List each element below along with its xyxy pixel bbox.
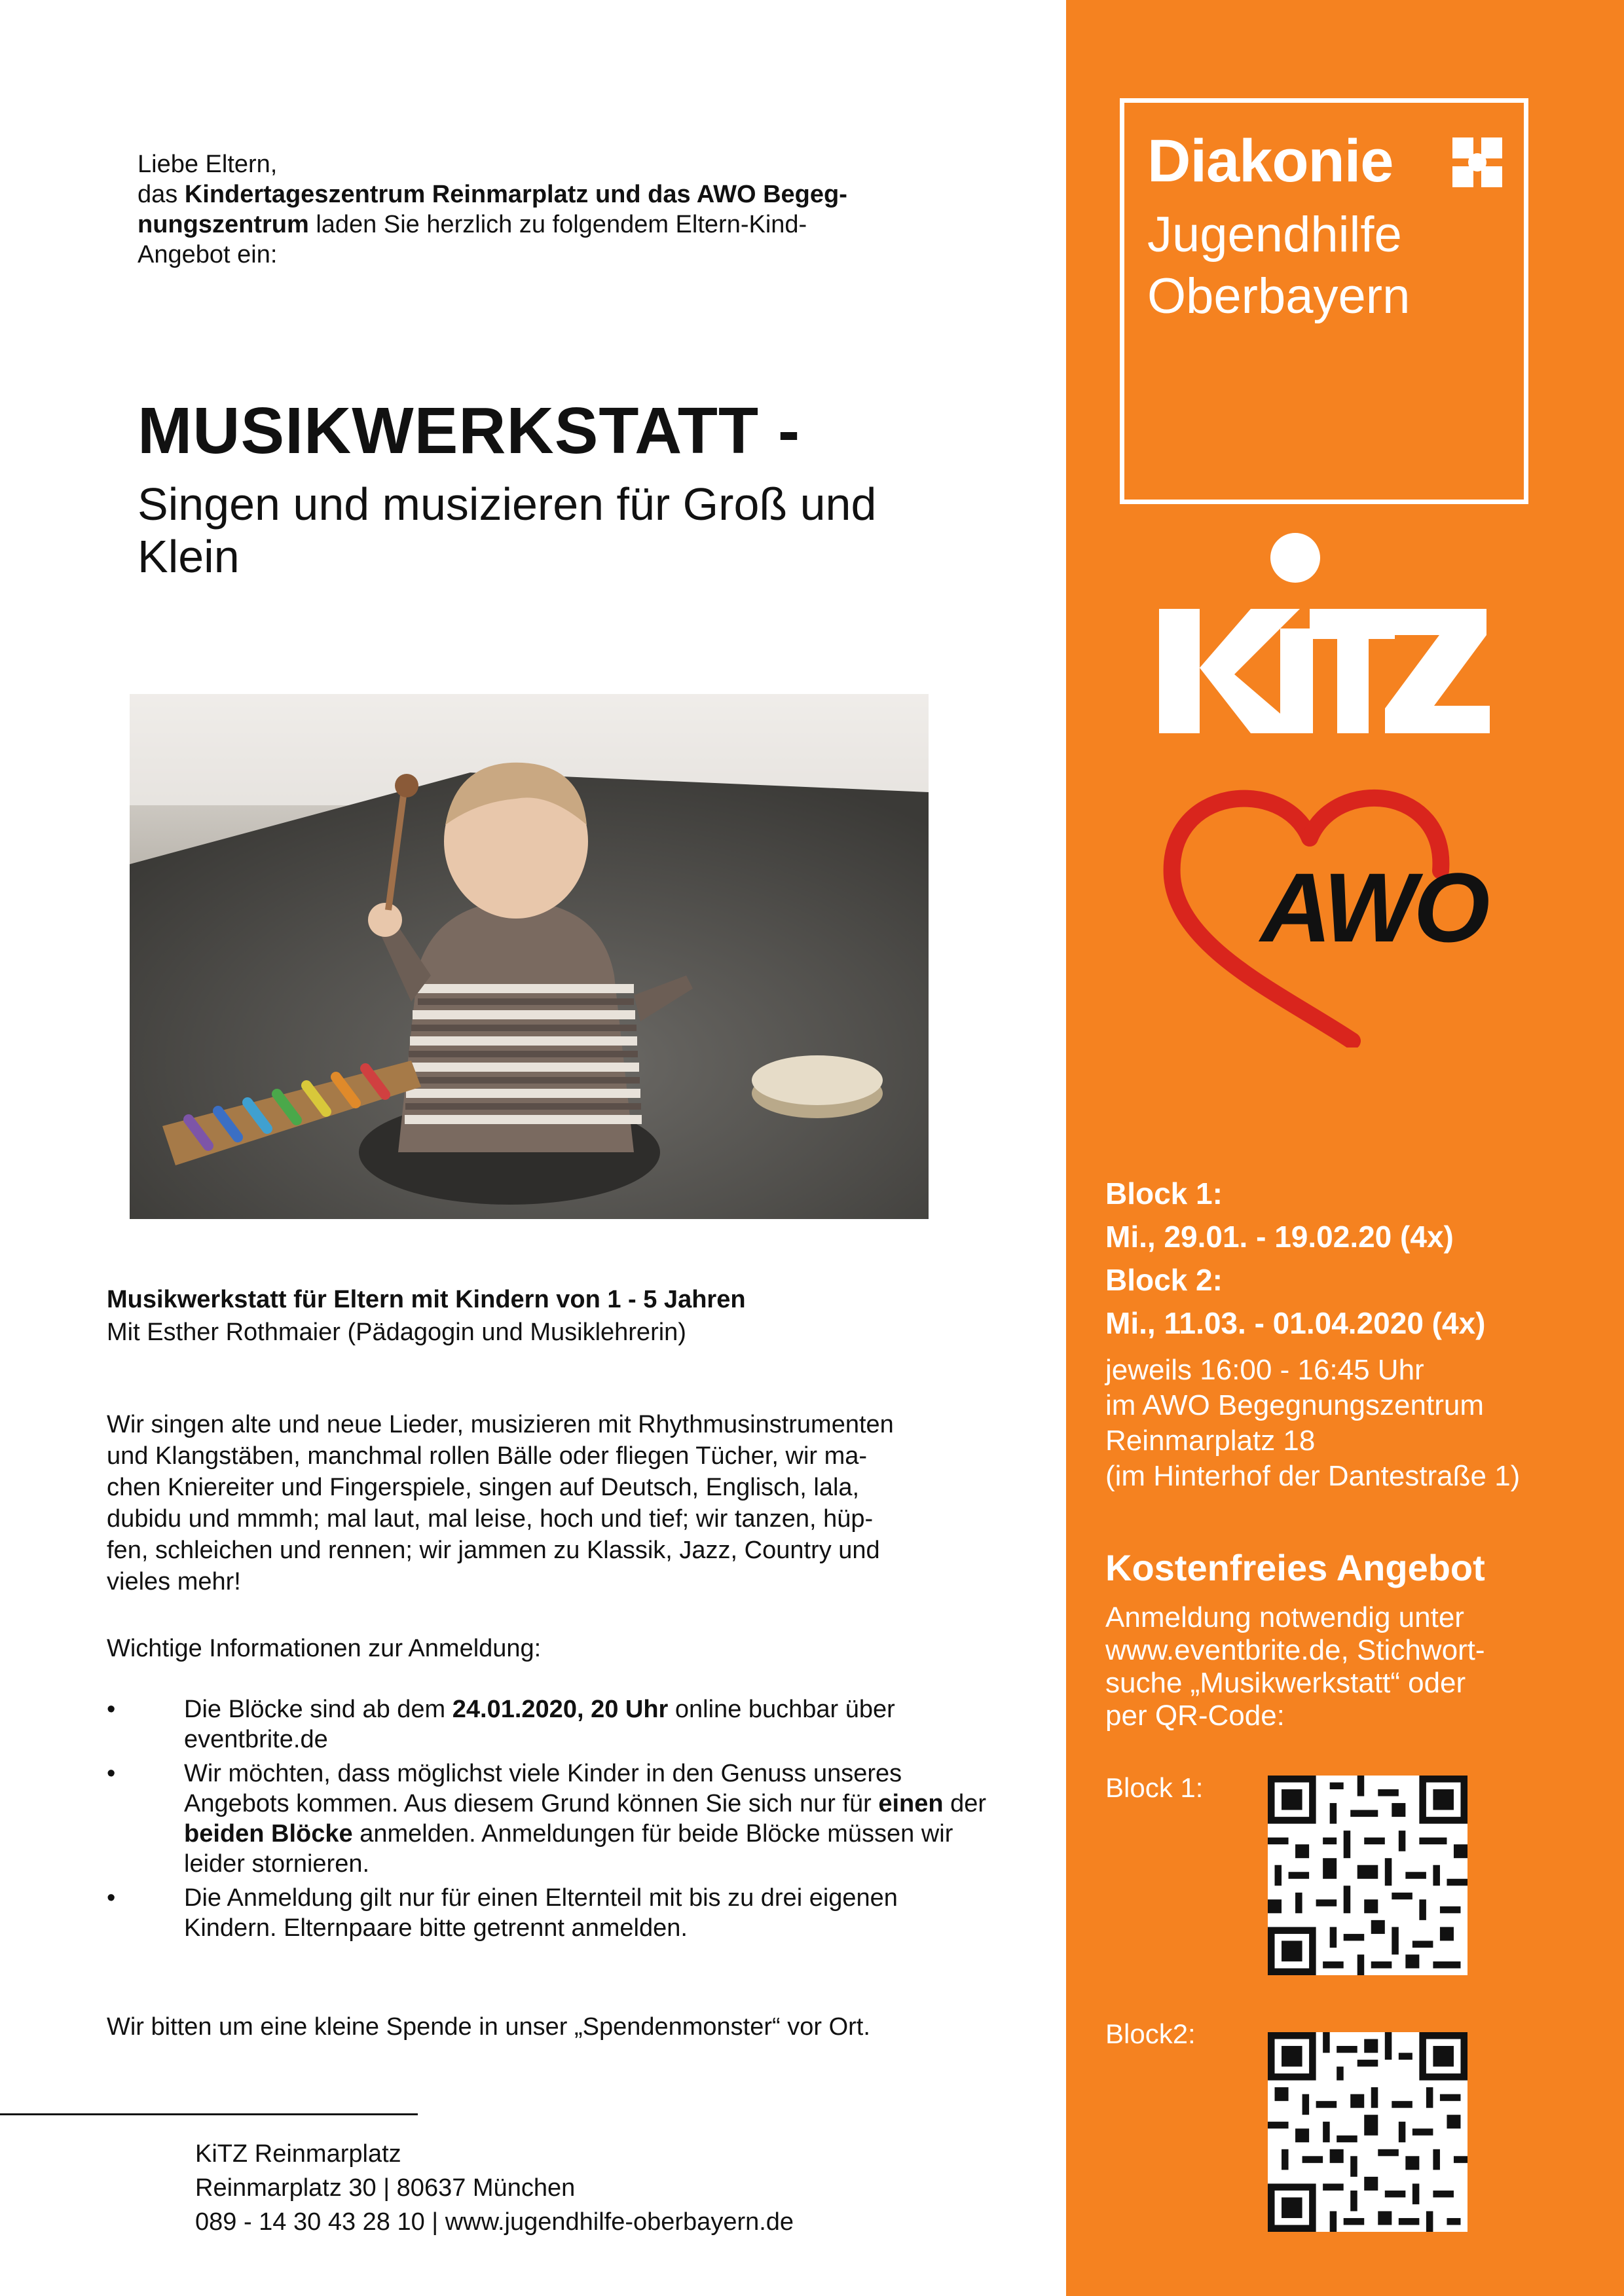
- footer-divider: [0, 2113, 418, 2115]
- footer-address: [195, 2137, 981, 2239]
- footer-contact: 089 - 14 30 43 28 10 | www.jugendhilfe-oberbayern.de: [195, 2208, 794, 2236]
- list-item: • Die Anmeldung gilt nur für einen Elternteil mit bis zu drei eigenen Kindern. Elternpaare bitte getrennt anmelden.: [107, 1884, 898, 1942]
- block2-label: Block 2:: [1105, 1263, 1223, 1297]
- bullet-icon: •: [107, 1884, 116, 1912]
- offer-lead: Musikwerkstatt für Eltern mit Kindern von 1 - 5 Jahren: [107, 1286, 746, 1313]
- bullet-icon: •: [107, 1696, 116, 1723]
- block1-dates: Mi., 29.01. - 19.02.20 (4x): [1105, 1220, 1454, 1254]
- block1-label: Block 1:: [1105, 1176, 1223, 1211]
- diakonie-logo-line2: Oberbayern: [1147, 268, 1411, 324]
- awo-logo-text: AWO: [1261, 852, 1488, 962]
- schedule-street: Reinmarplatz 18: [1105, 1425, 1316, 1457]
- page-subtitle: Singen und musizieren für Groß und Klein: [138, 479, 877, 582]
- greeting-line1: Liebe Eltern,: [138, 151, 278, 178]
- footer-name: KiTZ Reinmarplatz: [195, 2140, 401, 2168]
- baby-music-photo: [130, 694, 929, 1219]
- greeting-line2: das Kindertageszentrum Reinmarplatz und das AWO Begeg-: [138, 181, 847, 208]
- qr2-label: Block2:: [1105, 2018, 1196, 2049]
- footer-street: Reinmarplatz 30 | 80637 München: [195, 2174, 576, 2202]
- qr1-label: Block 1:: [1105, 1772, 1204, 1803]
- offer-teacher: Mit Esther Rothmaier (Pädagogin und Musiklehrerin): [107, 1319, 686, 1346]
- schedule-place: im AWO Begegnungszentrum: [1105, 1389, 1484, 1421]
- greeting-host-bold: Kindertageszentrum Reinmarplatz und das AWO Begeg-: [184, 181, 847, 208]
- qr-code-icon: [1268, 2032, 1467, 2232]
- list-item: • Die Blöcke sind ab dem 24.01.2020, 20 Uhr online buchbar über eventbrite.de: [107, 1696, 895, 1753]
- greeting-line4: Angebot ein:: [138, 241, 278, 268]
- greeting-line3: nungszentrum laden Sie herzlich zu folgendem Eltern-Kind-: [138, 211, 807, 238]
- donation-note: Wir bitten um eine kleine Spende in unser „Spendenmonster“ vor Ort.: [107, 2013, 870, 2041]
- page-title: MUSIKWERKSTATT -: [138, 394, 801, 467]
- diakonie-cross-icon: [1452, 137, 1502, 187]
- schedule-time: jeweils 16:00 - 16:45 Uhr: [1105, 1354, 1424, 1386]
- free-offer-title: Kostenfreies Angebot: [1105, 1547, 1485, 1588]
- bullet-icon: •: [107, 1760, 116, 1787]
- qr-code-icon: [1268, 1776, 1467, 1975]
- block2-dates: Mi., 11.03. - 01.04.2020 (4x): [1105, 1306, 1486, 1340]
- registration-instructions: Anmeldung notwendig unter www.eventbrite.de, Stichwort- suche „Musikwerkstatt“ oder per QR-Code:: [1105, 1601, 1485, 1732]
- offer-intro: [107, 1283, 984, 1349]
- qr-code-block2[interactable]: [1268, 2032, 1467, 2232]
- schedule-note: (im Hinterhof der Dantestraße 1): [1105, 1460, 1521, 1492]
- qr-code-block1[interactable]: [1268, 1776, 1467, 1975]
- registration-info-list: [107, 1694, 997, 1947]
- greeting: [138, 149, 923, 270]
- registration-info-title: Wichtige Informationen zur Anmeldung:: [107, 1635, 542, 1662]
- diakonie-logo-line1: Jugendhilfe: [1147, 207, 1402, 263]
- list-item: • Wir möchten, dass möglichst viele Kinder in den Genuss unseres Angebots kommen. Aus diesem Grund können Sie sich nur für einen der beiden Blöcke anmelden. Anmeldungen für beide Blöcke müssen wir leider stornieren.: [107, 1760, 987, 1878]
- kitz-logo: [1153, 530, 1500, 740]
- offer-description: Wir singen alte und neue Lieder, musizieren mit Rhythmusinstrumenten und Klangstäben, manchmal rollen Bälle oder fliegen Tücher, wir ma- chen Kniereiter und Fingerspiele, singen auf Deutsch, Englisch, lala, dubidu und mmmh; mal laut, mal leise, hoch und tief; wir tanzen, hüp- fen, schleichen und rennen; wir jammen zu Klassik, Jazz, Country und vieles mehr!: [107, 1411, 894, 1595]
- diakonie-logo-name: Diakonie: [1147, 128, 1393, 194]
